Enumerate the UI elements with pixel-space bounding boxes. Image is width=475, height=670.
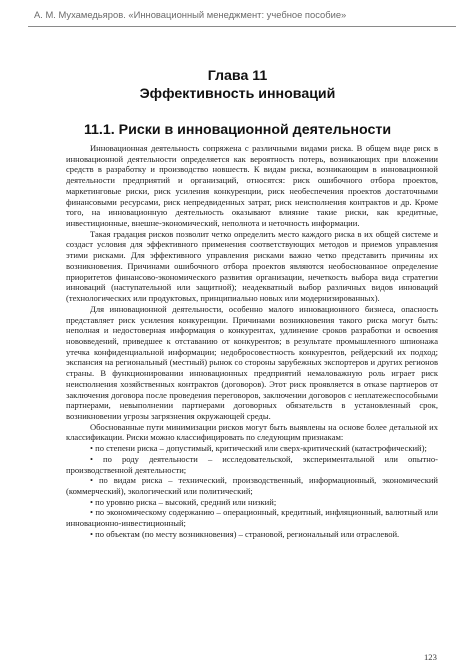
header-divider [28,26,456,27]
chapter-label: Глава 11 [207,68,268,84]
list-item: • по видам риска – технический, производственный, информационный, экономический (коммерческий), экологический или политический; [66,475,438,496]
list-item: • по роду деятельности – исследовательской, экспериментальной или опытно-производственной деятельности; [66,453,438,475]
running-header: А. М. Мухамедьяров. «Инновационный менеджмент: учебное пособие» [34,9,347,20]
section-title: 11.1. Риски в инновационной деятельности [83,122,392,138]
paragraph: Такая градация рисков позволит четко определить место каждого риска в их общей системе и создаст условия для эффективного применения соответствующих методов и приемов управления этими рисками. Для эффективного управления рисками важно четко представить причины их возникновения. Причинами ошибочного отбора проектов являются необоснованное определение приоритетов финансово-экономического развития организации, нечеткость выбора вида стратегии инноваций (наступательной или защитной); неадекватный выбор различных видов инноваций (технологических или продуктовых, принципиально новых или модернизированных). [66,228,438,304]
list-item: • по уровню риска – высокий, средний или низкий; [90,496,277,507]
paragraph: Обоснованные пути минимизации рисков могут быть выявлены на основе более детальной их классификации. Риски можно классифицировать по следующим признакам: [66,421,438,443]
paragraph: Для инновационной деятельности, особенно малого инновационного бизнеса, опасность представляет риск усиления конкуренции. Причинами возникновения такого риска могут быть: неполная и недостоверная информация о конкурентах, удлинение сроков разработки и освоения нововведений, приведшее к отставанию от конкурентов; в результате промышленного шпионажа утечка конфиденциальной информации; недобросовестность конкурентов, рейдерский их подход; экспансия на региональный (местный) рынок со стороны зарубежных экспортеров и других регионов страны. В функционировании инновационных предприятий немаловажную роль играет риск неисполнения хозяйственных контрактов (договоров). Этот риск проявляется в отказе партнеров от заключения договора после проведения переговоров, заключении договоров с неплатежеспособными партнерами, невыполнении партнерами договорных обязательств в установленный срок, возникновении угрозы загрязнения окружающей среды. [66,303,438,421]
list-item: • по объектам (по месту возникновения) – страновой, региональный или отраслевой. [90,528,400,539]
list-item: • по степени риска – допустимый, критический или сверх-критический (катастрофический); [90,443,427,454]
paragraph: Инновационная деятельность сопряжена с различными видами риска. В общем виде риск в инновационной деятельности определяется как вероятность потерь, возникающих при вложении средств в разработку и производство новшеств. К видам риска, возникающим в инновационной деятельности предприятий и организаций, относятся: риск ошибочного отбора проектов, маркетинговые риски, риск усиления конкуренции, риск необеспечения проектов достаточными финансовыми ресурсами, риск непредвиденных затрат, риск неисполнения контрактов и др. Кроме того, на инновационную деятельность оказывают влияние такие риски, как кредитные, инвестиционные, внешне-экономический, неполнота и неточность информации. [66,143,438,229]
page-number: 123 [424,652,437,662]
body-text [66,143,438,540]
list-item: • по экономическому содержанию – операционный, кредитный, инфляционный, валютный или инновационно-инвестиционный; [66,507,438,529]
chapter-title: Эффективность инноваций [139,86,336,102]
